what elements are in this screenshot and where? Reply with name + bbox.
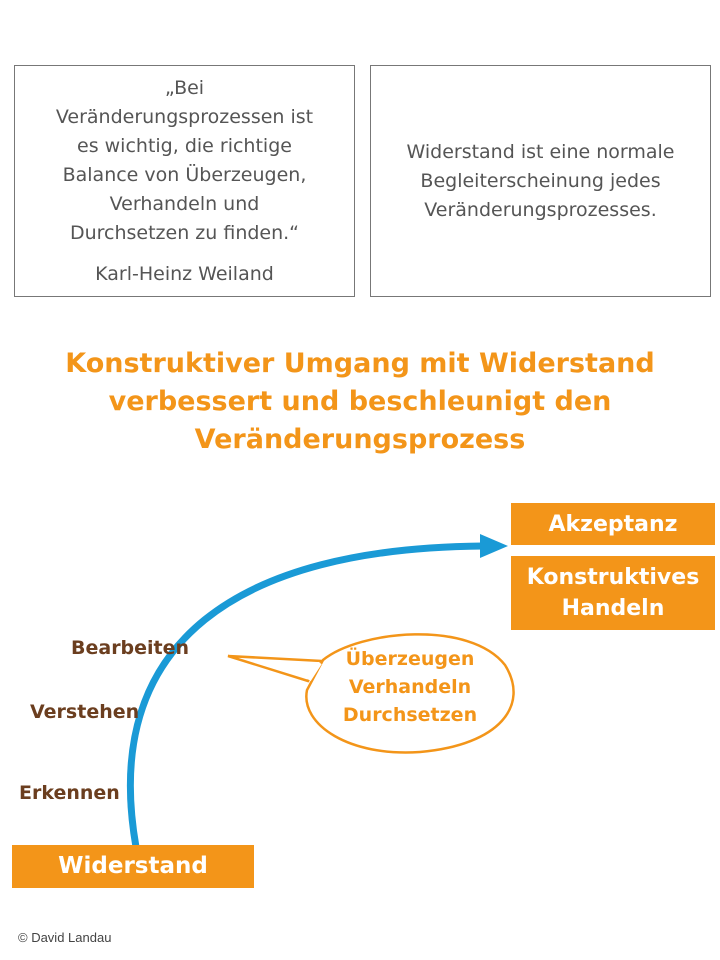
quote-author: Karl-Heinz Weiland xyxy=(95,262,274,285)
start-widerstand-label: Widerstand xyxy=(58,853,208,879)
quote-line: Veränderungsprozessen ist xyxy=(55,105,314,128)
statement-line: Veränderungsprozesses. xyxy=(424,198,657,221)
target-akzeptanz-label: Akzeptanz xyxy=(548,511,678,537)
quote-line: Durchsetzen zu finden.“ xyxy=(69,221,300,244)
headline-line: Konstruktiver Umgang mit Widerstand xyxy=(65,348,655,379)
statement-line: Begleiterscheinung jedes xyxy=(420,169,661,192)
arrow-head-icon xyxy=(480,534,508,558)
speech-bubble-pointer xyxy=(228,656,322,681)
statement-line: Widerstand ist eine normale xyxy=(406,140,675,163)
copyright-notice: © David Landau xyxy=(18,930,112,945)
bubble-line: Durchsetzen xyxy=(342,704,478,726)
stage-verstehen: Verstehen xyxy=(30,701,140,723)
quote-line: es wichtig, die richtige xyxy=(77,134,292,157)
target-konstruktives-handeln xyxy=(511,556,715,630)
quote-line: „Bei xyxy=(164,76,205,99)
quote-line: Balance von Überzeugen, xyxy=(62,163,307,186)
quote-line: Verhandeln und xyxy=(109,192,260,215)
bubble-line: Verhandeln xyxy=(348,676,472,698)
target-konstruktiv-line: Handeln xyxy=(561,596,665,621)
bubble-text xyxy=(310,645,510,729)
bubble-line: Überzeugen xyxy=(345,648,475,670)
headline-line: verbessert und beschleunigt den xyxy=(108,386,612,417)
start-widerstand xyxy=(12,845,254,888)
stage-erkennen: Erkennen xyxy=(19,782,120,804)
target-konstruktiv-line: Konstruktives xyxy=(526,565,700,590)
headline-line: Veränderungsprozess xyxy=(194,424,526,455)
stage-bearbeiten: Bearbeiten xyxy=(71,637,190,659)
target-akzeptanz xyxy=(511,503,715,545)
